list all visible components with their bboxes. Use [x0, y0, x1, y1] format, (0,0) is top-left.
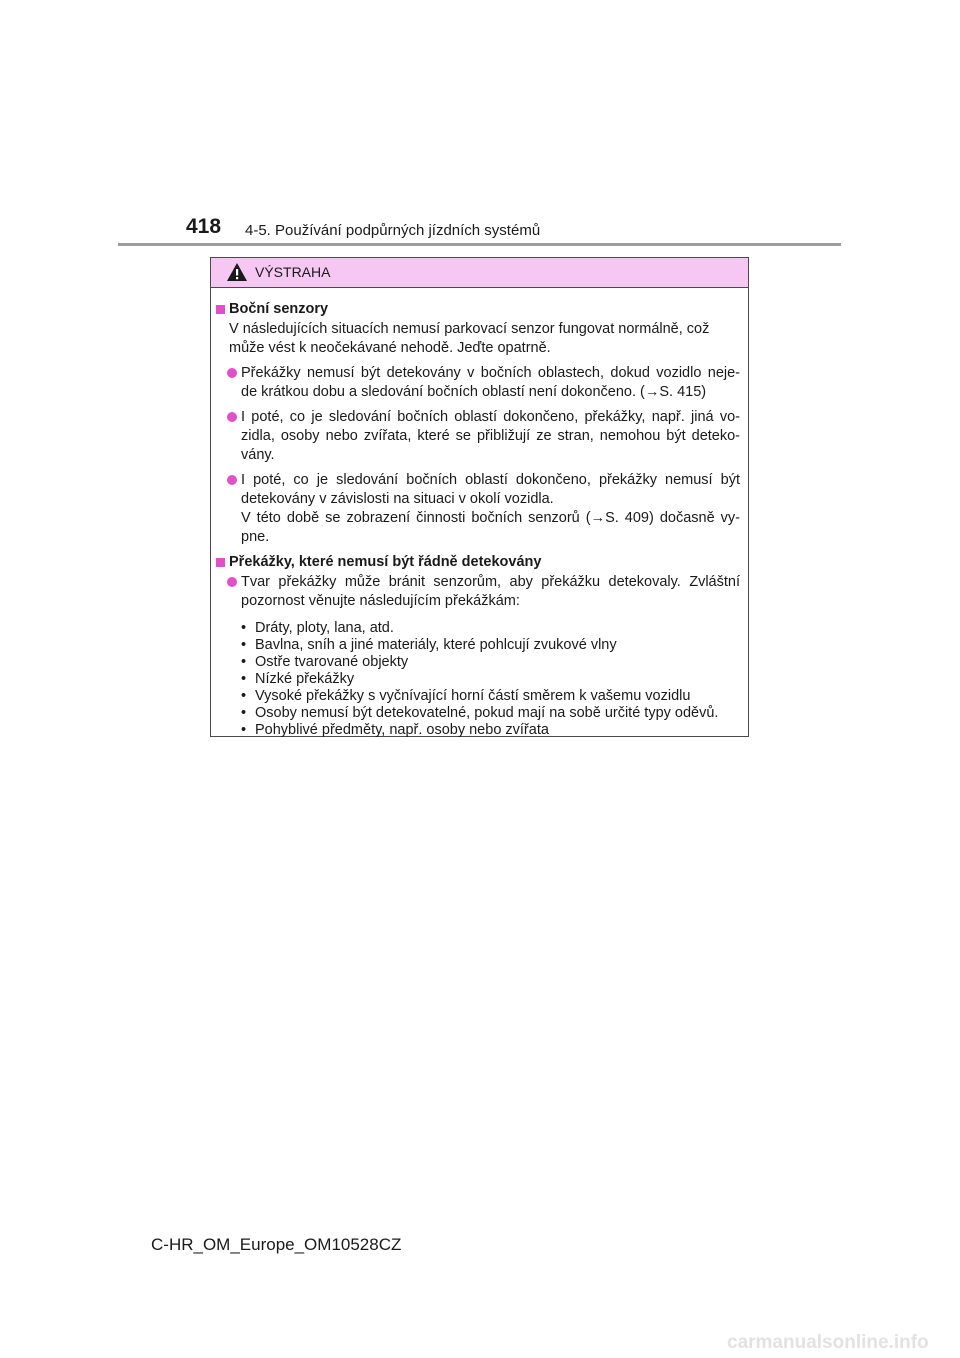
sub-list-item: • Dráty, ploty, lana, atd.: [241, 620, 394, 636]
square-bullet-icon: [216, 305, 225, 314]
sub-list-item: • Ostře tvarované objekty: [241, 654, 409, 670]
header-divider: [118, 243, 841, 246]
text-line: I poté, co je sledování bočních oblastí dokončeno, překážky nemusí být: [241, 472, 740, 488]
warning-header: [211, 258, 748, 288]
section-heading-side-sensors: [211, 300, 748, 318]
obstacle-sub-list: [241, 620, 740, 739]
text-line: V následujících situacích nemusí parkovací senzor fungovat normálně, což: [229, 321, 710, 337]
warning-content: [211, 300, 748, 739]
text-line: vány.: [241, 447, 275, 463]
warning-box: [210, 257, 749, 737]
warning-label: VÝSTRAHA: [255, 264, 331, 280]
warning-triangle-icon: [226, 262, 248, 282]
square-bullet-icon: [216, 558, 225, 567]
sub-list-item: • Vysoké překážky s vyčnívající horní částí směrem k vašemu vozidlu: [241, 688, 691, 704]
circle-bullet-icon: [227, 475, 237, 485]
text-line: detekovány v závislosti na situaci v okolí vozidla.: [241, 491, 554, 507]
sub-list-item: • Osoby nemusí být detekovatelné, pokud mají na sobě určité typy oděvů.: [241, 705, 719, 721]
sub-list-item: • Bavlna, sníh a jiné materiály, které pohlcují zvukové vlny: [241, 637, 617, 653]
text-line: de krátkou dobu a sledování bočních oblastí není dokončeno. (→S. 415): [241, 384, 707, 400]
list-item: [241, 364, 740, 402]
section-heading-text: Překážky, které nemusí být řádně detekovány: [229, 554, 542, 570]
section-title: 4-5. Používání podpůrných jízdních systémů: [245, 222, 541, 239]
document-code: C-HR_OM_Europe_OM10528CZ: [151, 1235, 402, 1254]
page-number: 418: [186, 215, 222, 238]
text-line: V této době se zobrazení činnosti bočních senzorů (→S. 409) dočasně vy-: [241, 510, 740, 526]
circle-bullet-icon: [227, 368, 237, 378]
text-line: pne.: [241, 529, 270, 545]
circle-bullet-icon: [227, 577, 237, 587]
circle-bullet-icon: [227, 412, 237, 422]
sub-list-item: • Nízké překážky: [241, 671, 355, 687]
list-item: [241, 408, 740, 465]
section-heading-obstacles: [211, 553, 748, 571]
list-item: [241, 573, 740, 611]
text-line: může vést k neočekávané nehodě. Jeďte opatrně.: [229, 340, 551, 356]
section-heading-text: Boční senzory: [229, 301, 329, 317]
text-line: zidla, osoby nebo zvířata, které se přibližují ze stran, nemohou být deteko-: [241, 428, 740, 444]
section-intro: [229, 320, 740, 358]
svg-text:carmanualsonline.info: carmanualsonline.info: [727, 1332, 929, 1353]
text-line: pozornost věnujte následujícím překážkám:: [241, 593, 520, 609]
text-line: I poté, co je sledování bočních oblastí dokončeno, překážky, např. jiná vo-: [241, 409, 740, 425]
list-item: [241, 471, 740, 547]
text-line: Tvar překážky může bránit senzorům, aby překážku detekovaly. Zvláštní: [241, 574, 740, 590]
watermark-logo: [727, 1328, 955, 1354]
text-line: Překážky nemusí být detekovány v bočních oblastech, dokud vozidlo neje-: [241, 365, 740, 381]
sub-list-item: • Pohyblivé předměty, např. osoby nebo zvířata: [241, 722, 549, 738]
